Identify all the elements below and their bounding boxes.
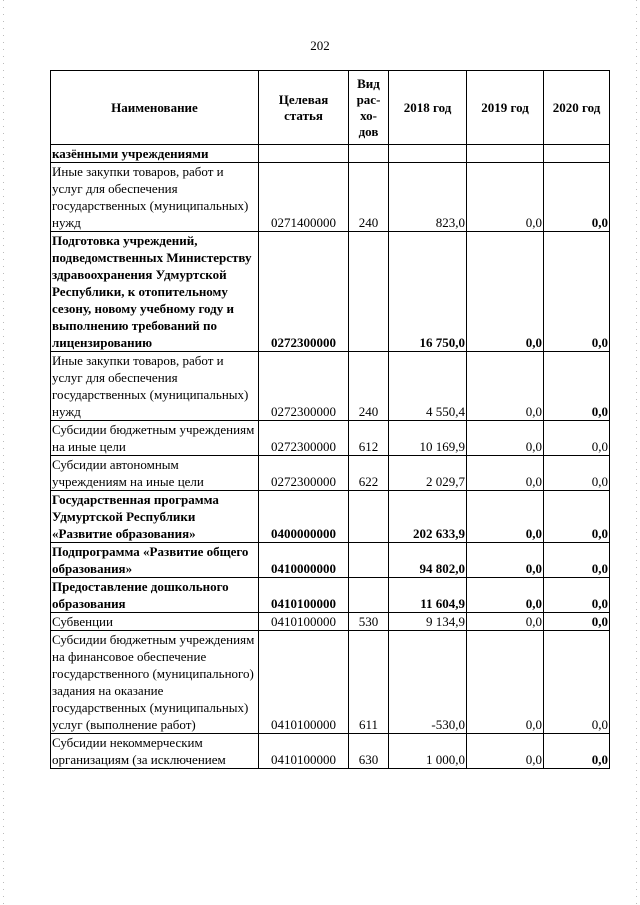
row-2019: 0,0 <box>467 352 544 421</box>
row-vid: 622 <box>349 456 389 491</box>
header-2019: 2019 год <box>467 71 544 145</box>
row-2018: 16 750,0 <box>389 232 467 352</box>
row-2018: 1 000,0 <box>389 734 467 769</box>
table-row <box>51 456 610 491</box>
row-2019: 0,0 <box>467 613 544 631</box>
row-2020: 0,0 <box>544 631 610 734</box>
row-name: Субсидии бюджетным учреждениям на финансовое обеспечение государственного (муниципального) задания на оказание государственных (муниципальных) услуг (выполнение работ) <box>51 631 259 734</box>
row-2018: 9 134,9 <box>389 613 467 631</box>
row-name: Подготовка учреждений, подведомственных Министерству здравоохранения Удмуртской Республики, к отопительному сезону, новому учебному году и выполнению требований по лицензированию <box>51 232 259 352</box>
row-code: 0272300000 <box>259 232 349 352</box>
row-code: 0272300000 <box>259 421 349 456</box>
row-vid <box>349 491 389 543</box>
row-2019: 0,0 <box>467 491 544 543</box>
row-code: 0272300000 <box>259 352 349 421</box>
row-2019: 0,0 <box>467 734 544 769</box>
row-2019: 0,0 <box>467 578 544 613</box>
table-row <box>51 578 610 613</box>
row-2018: 823,0 <box>389 163 467 232</box>
row-2018: 2 029,7 <box>389 456 467 491</box>
row-2019 <box>467 145 544 163</box>
row-name: Субвенции <box>51 613 259 631</box>
row-code: 0272300000 <box>259 456 349 491</box>
table-row <box>51 352 610 421</box>
row-name: Иные закупки товаров, работ и услуг для обеспечения государственных (муниципальных) нужд <box>51 163 259 232</box>
table-row <box>51 145 610 163</box>
row-code: 0271400000 <box>259 163 349 232</box>
row-name: Субсидии некоммерческим организациям (за исключением <box>51 734 259 769</box>
row-code: 0410100000 <box>259 734 349 769</box>
row-2020: 0,0 <box>544 352 610 421</box>
row-2018: -530,0 <box>389 631 467 734</box>
row-name: Предоставление дошкольного образования <box>51 578 259 613</box>
row-name: Субсидии бюджетным учреждениям на иные цели <box>51 421 259 456</box>
row-2019: 0,0 <box>467 421 544 456</box>
row-2020: 0,0 <box>544 163 610 232</box>
page-number: 202 <box>310 38 330 53</box>
header-name: Наименование <box>51 71 259 145</box>
header-vid: Вид рас-хо-дов <box>349 71 389 145</box>
row-2019: 0,0 <box>467 232 544 352</box>
row-name: Государственная программа Удмуртской Республики «Развитие образования» <box>51 491 259 543</box>
row-2020: 0,0 <box>544 456 610 491</box>
row-code: 0400000000 <box>259 491 349 543</box>
header-2018: 2018 год <box>389 71 467 145</box>
table-row <box>51 543 610 578</box>
row-2018: 10 169,9 <box>389 421 467 456</box>
row-name: Подпрограмма «Развитие общего образования» <box>51 543 259 578</box>
table-row <box>51 232 610 352</box>
table-row <box>51 631 610 734</box>
row-vid: 612 <box>349 421 389 456</box>
row-2018: 202 633,9 <box>389 491 467 543</box>
header-row <box>51 71 610 145</box>
row-2019: 0,0 <box>467 456 544 491</box>
row-2018: 11 604,9 <box>389 578 467 613</box>
header-2020: 2020 год <box>544 71 610 145</box>
row-2018 <box>389 145 467 163</box>
table-row <box>51 163 610 232</box>
budget-table <box>50 70 610 769</box>
table-row <box>51 734 610 769</box>
row-2020: 0,0 <box>544 421 610 456</box>
row-vid <box>349 578 389 613</box>
row-2019: 0,0 <box>467 163 544 232</box>
row-2020: 0,0 <box>544 734 610 769</box>
row-2020: 0,0 <box>544 613 610 631</box>
row-name: Субсидии автономным учреждениям на иные цели <box>51 456 259 491</box>
row-code: 0410100000 <box>259 578 349 613</box>
row-2018: 94 802,0 <box>389 543 467 578</box>
row-vid <box>349 543 389 578</box>
left-margin-dots <box>3 0 4 905</box>
row-2020 <box>544 145 610 163</box>
right-margin-dots <box>636 0 637 905</box>
row-2020: 0,0 <box>544 543 610 578</box>
row-2020: 0,0 <box>544 578 610 613</box>
table-row <box>51 613 610 631</box>
table-row <box>51 491 610 543</box>
row-code <box>259 145 349 163</box>
table-row <box>51 421 610 456</box>
row-vid: 630 <box>349 734 389 769</box>
row-vid: 611 <box>349 631 389 734</box>
row-2019: 0,0 <box>467 543 544 578</box>
row-2019: 0,0 <box>467 631 544 734</box>
row-vid: 240 <box>349 163 389 232</box>
row-vid <box>349 232 389 352</box>
row-name: казёнными учреждениями <box>51 145 259 163</box>
row-2020: 0,0 <box>544 232 610 352</box>
row-2020: 0,0 <box>544 491 610 543</box>
row-vid <box>349 145 389 163</box>
row-code: 0410100000 <box>259 631 349 734</box>
row-vid: 240 <box>349 352 389 421</box>
row-2018: 4 550,4 <box>389 352 467 421</box>
row-code: 0410000000 <box>259 543 349 578</box>
row-name: Иные закупки товаров, работ и услуг для обеспечения государственных (муниципальных) нужд <box>51 352 259 421</box>
header-code: Целевая статья <box>259 71 349 145</box>
row-code: 0410100000 <box>259 613 349 631</box>
row-vid: 530 <box>349 613 389 631</box>
